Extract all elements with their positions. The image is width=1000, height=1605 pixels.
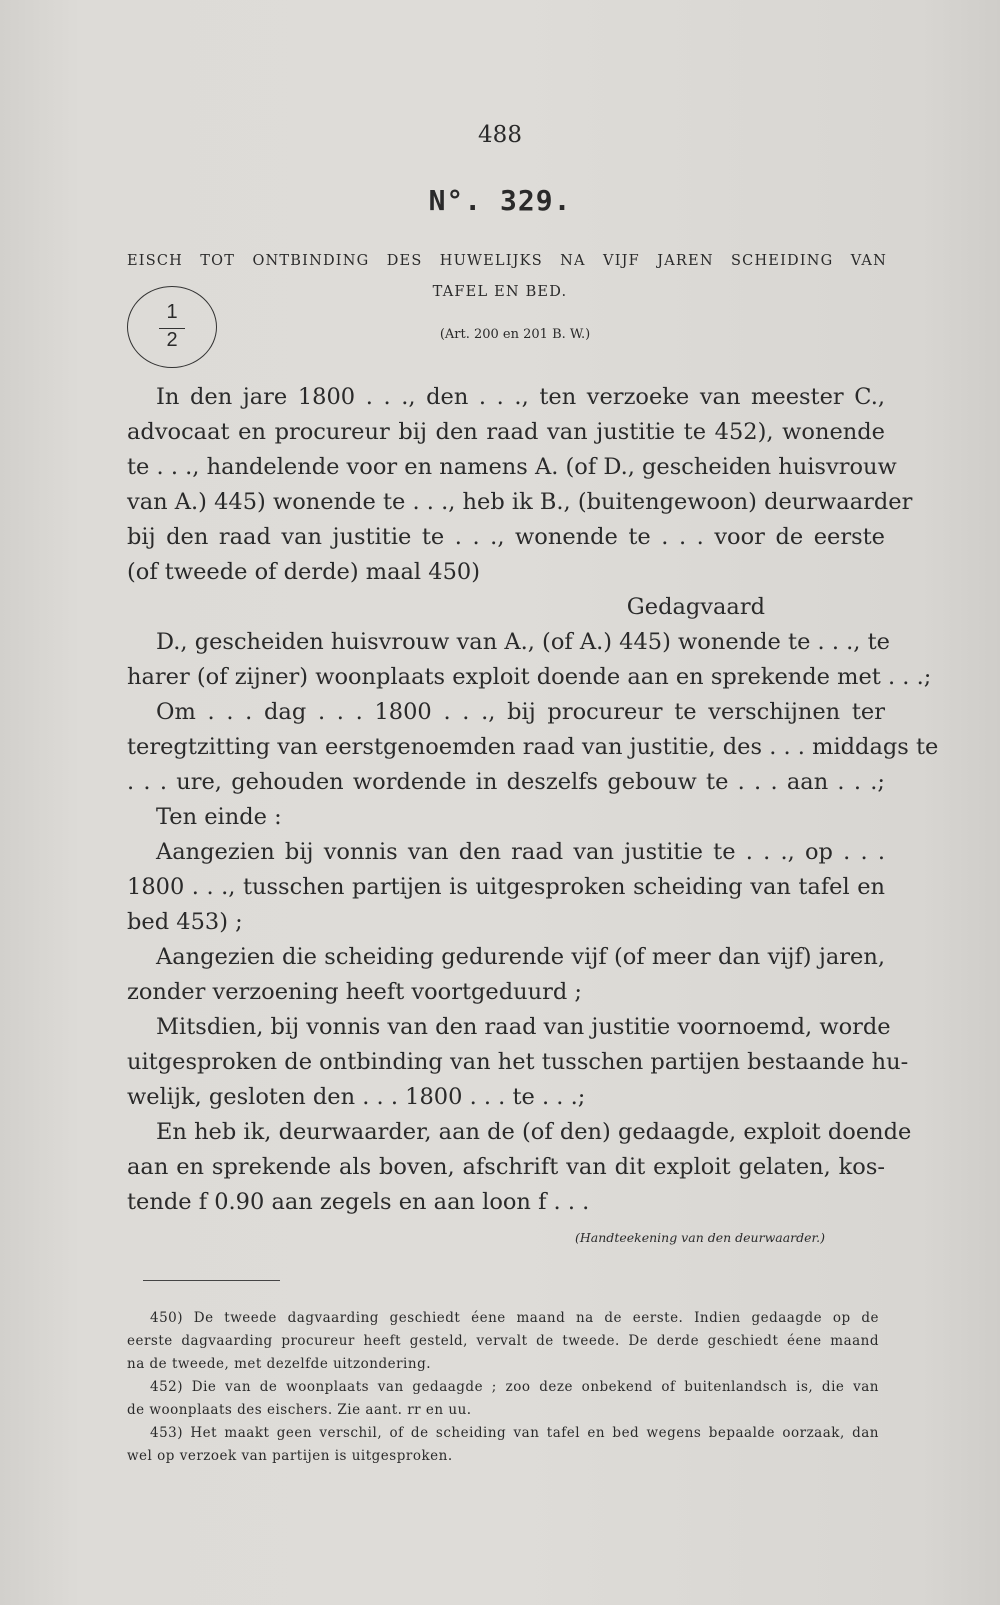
body-line: bed 453) ; bbox=[127, 909, 243, 935]
body-line: Aangezien die scheiding gedurende vijf (of meer dan vijf) jaren, bbox=[156, 944, 885, 970]
body-line: 1800 . . ., tusschen partijen is uitgesproken scheiding van tafel en bbox=[127, 874, 885, 900]
body-line: aan en sprekende als boven, afschrift van dit exploit gelaten, kos- bbox=[127, 1154, 885, 1180]
footnote-line: 453) Het maakt geen verschil, of de scheiding van tafel en bed wegens bepaalde oorzaak, dan bbox=[150, 1425, 879, 1441]
body-line: D., gescheiden huisvrouw van A., (of A.) 445) wonende te . . ., te bbox=[156, 629, 890, 655]
body-line: te . . ., handelende voor en namens A. (of D., gescheiden huisvrouw bbox=[127, 454, 897, 480]
gedagvaard-label: Gedagvaard bbox=[626, 594, 765, 620]
heading-line-2: TAFEL EN BED. bbox=[432, 284, 568, 300]
stamp-numerator: 1 bbox=[166, 301, 178, 323]
footnote-line: 450) De tweede dagvaarding geschiedt éene maand na de eerste. Indien gedaagde op de bbox=[150, 1310, 879, 1326]
body-line: In den jare 1800 . . ., den . . ., ten verzoeke van meester C., bbox=[156, 384, 885, 410]
body-line: Ten einde : bbox=[156, 804, 282, 830]
body-line: En heb ik, deurwaarder, aan de (of den) gedaagde, exploit doende bbox=[156, 1119, 912, 1145]
body-line: bij den raad van justitie te . . ., wonende te . . . voor de eerste bbox=[127, 524, 885, 550]
footnote-line: eerste dagvaarding procureur heeft gesteld, vervalt de tweede. De derde geschiedt éene maand bbox=[127, 1333, 879, 1349]
document-number: N°. 329. bbox=[428, 184, 572, 217]
stamp-denominator: 2 bbox=[166, 329, 178, 351]
heading-line-1: EISCH TOT ONTBINDING DES HUWELIJKS NA VIJF JAREN SCHEIDING VAN bbox=[127, 253, 887, 269]
page-number: 488 bbox=[478, 122, 522, 148]
body-line: harer (of zijner) woonplaats exploit doende aan en sprekende met . . .; bbox=[127, 664, 932, 690]
footnote-line: de woonplaats des eischers. Zie aant. rr en uu. bbox=[127, 1402, 472, 1418]
footnote-line: wel op verzoek van partijen is uitgesproken. bbox=[127, 1448, 453, 1464]
body-line: (of tweede of derde) maal 450) bbox=[127, 559, 480, 585]
body-line: zonder verzoening heeft voortgeduurd ; bbox=[127, 979, 582, 1005]
footnote-line: 452) Die van de woonplaats van gedaagde ; zoo deze onbekend of buitenlandsch is, die van bbox=[150, 1379, 879, 1395]
body-line: Aangezien bij vonnis van den raad van justitie te . . ., op . . . bbox=[156, 839, 885, 865]
article-reference: (Art. 200 en 201 B. W.) bbox=[439, 327, 591, 342]
footnote-line: na de tweede, met dezelfde uitzondering. bbox=[127, 1356, 432, 1372]
body-line: Mitsdien, bij vonnis van den raad van justitie voornoemd, worde bbox=[156, 1014, 891, 1040]
body-line: uitgesproken de ontbinding van het tusschen partijen bestaande hu- bbox=[127, 1049, 909, 1075]
body-line: Om . . . dag . . . 1800 . . ., bij procureur te verschijnen ter bbox=[156, 699, 885, 725]
body-line: welijk, gesloten den . . . 1800 . . . te . . .; bbox=[127, 1084, 586, 1110]
signature-note: (Handteekening van den deurwaarder.) bbox=[575, 1230, 825, 1245]
body-line: tende f 0.90 aan zegels en aan loon f . . . bbox=[127, 1189, 590, 1215]
body-line: teregtzitting van eerstgenoemden raad van justitie, des . . . middags te bbox=[127, 734, 939, 760]
body-line: . . . ure, gehouden wordende in deszelfs gebouw te . . . aan . . .; bbox=[127, 769, 885, 795]
fraction-stamp bbox=[127, 286, 217, 368]
footnote-divider bbox=[143, 1280, 280, 1281]
body-line: advocaat en procureur bij den raad van justitie te 452), wonende bbox=[127, 419, 885, 445]
body-line: van A.) 445) wonende te . . ., heb ik B., (buitengewoon) deurwaarder bbox=[127, 489, 913, 515]
